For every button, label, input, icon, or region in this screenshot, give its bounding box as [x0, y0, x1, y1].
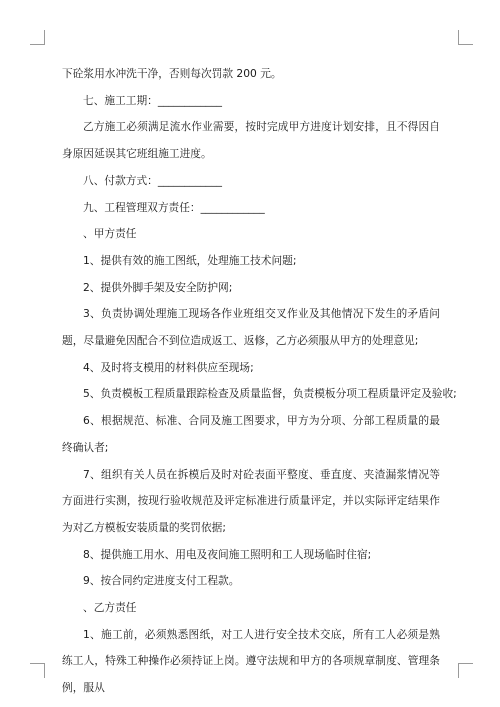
crop-mark-bottom-right — [458, 663, 473, 678]
list-item: 2、提供外脚手架及安全防护网; — [83, 280, 233, 294]
crop-mark-top-left — [30, 30, 45, 45]
heading-party-b-duties: 、乙方责任 — [83, 601, 137, 615]
list-item: 8、提供施工用水、用电及夜间施工照明和工人现场临时住宿; — [83, 547, 372, 561]
paragraph-schedule: 乙方施工必须满足流水作业需要，按时完成甲方进度计划安排，且不得因自身原因延误其它班组施工进度。 — [62, 120, 440, 161]
list-item: 7、组织有关人员在拆模后及时对砼表面平整度、垂直度、夹渣漏浆情况等方面进行实测，按现行验收规范及评定标准进行质量评定，并以实际评定结果作为对乙方模板安装质量的奖罚依据; — [62, 467, 440, 534]
heading-management-duties: 九、工程管理双方责任：____________ — [83, 200, 265, 214]
list-item: 5、负责模板工程质量跟踪检查及质量监督，负责模板分项工程质量评定及验收; — [83, 387, 457, 401]
list-item: 1、施工前，必须熟悉图纸，对工人进行安全技术交底，所有工人必须是熟练工人，特殊工种操作必须持证上岗。遵守法规和甲方的各项规章制度、管理条例，服从 — [62, 627, 440, 695]
heading-party-a-duties: 、甲方责任 — [83, 227, 137, 241]
list-item: 4、及时将支模用的材料供应至现场; — [83, 360, 254, 374]
list-item: 1、提供有效的施工图纸，处理施工技术问题; — [83, 253, 297, 267]
crop-mark-top-right — [458, 30, 473, 45]
paragraph-continuation: 下砼浆用水冲洗干净，否则每次罚款 200 元。 — [62, 67, 282, 80]
crop-mark-bottom-left — [30, 663, 45, 678]
heading-payment-method: 八、付款方式：____________ — [83, 173, 222, 187]
document-body — [62, 61, 457, 702]
list-item: 3、负责协调处理施工现场各作业班组交叉作业及其他情况下发生的矛盾问题，尽量避免因配合不到位造成返工、返修，乙方必须服从甲方的处理意见; — [62, 307, 440, 348]
heading-construction-period: 七、施工工期：____________ — [83, 93, 222, 107]
list-item: 6、根据规范、标准、合同及施工图要求，甲方为分项、分部工程质量的最终确认者; — [62, 414, 440, 454]
list-item: 9、按合同约定进度支付工程款。 — [83, 574, 240, 588]
